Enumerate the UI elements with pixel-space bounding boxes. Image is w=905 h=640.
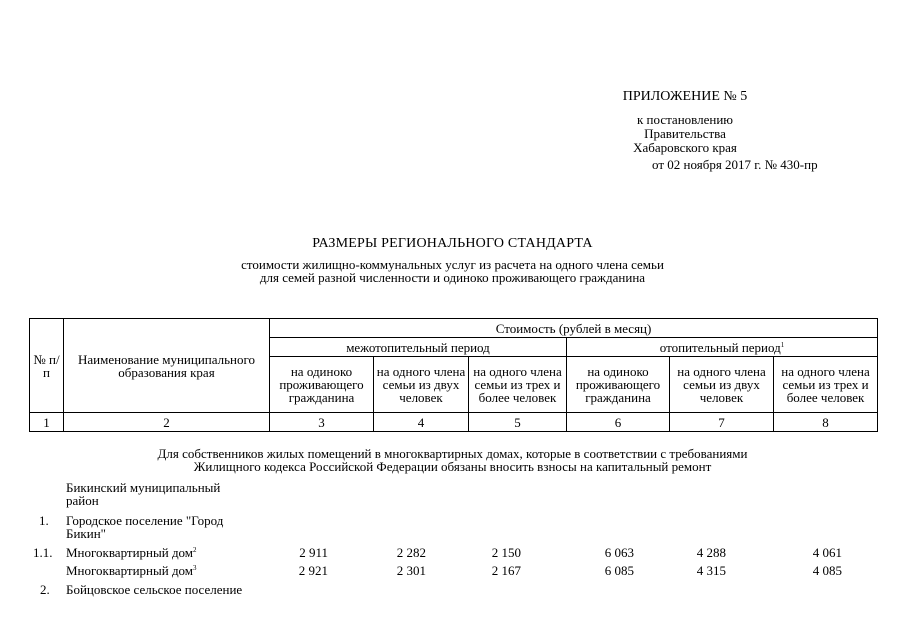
- header-sub-2: на одного члена семьи из двух человек: [374, 357, 469, 413]
- row-name: [66, 546, 197, 559]
- header-heating-period: [567, 338, 878, 357]
- value-cell: 2 282: [396, 545, 426, 560]
- header-off-heating-period: межотопительный период: [270, 338, 567, 357]
- row-name-line-1: Городское поселение "Город: [66, 513, 224, 528]
- row-name-line-2: район: [66, 493, 99, 508]
- column-number: 1: [30, 413, 64, 432]
- value-cell: 4 061: [812, 545, 842, 560]
- annex-title: ПРИЛОЖЕНИЕ № 5: [622, 89, 748, 104]
- document-title: РАЗМЕРЫ РЕГИОНАЛЬНОГО СТАНДАРТА: [312, 236, 593, 251]
- header-sub-6: на одного члена семьи из трех и более человек: [774, 357, 878, 413]
- header-sub-4: на одиноко проживающего гражданина: [567, 357, 670, 413]
- section-note-line-2: Жилищного кодекса Российской Федерации обязаны вносить взносы на капитальный ремонт: [193, 459, 712, 474]
- value-cell: 2 150: [491, 545, 521, 560]
- footnote-marker: 3: [193, 564, 197, 572]
- header-municipality: Наименование муниципального образования края: [64, 319, 270, 413]
- document-subtitle-1: стоимости жилищно-коммунальных услуг из расчета на одного члена семьи: [241, 257, 664, 272]
- header-cost: Стоимость (рублей в месяц): [270, 319, 878, 338]
- heating-period-label: отопительный период: [659, 339, 781, 355]
- row-name-line-2: Бикин": [66, 526, 106, 541]
- row-number: 2.: [40, 582, 50, 597]
- value-cell: 2 921: [298, 563, 328, 578]
- annex-line-2: Правительства: [644, 126, 726, 141]
- row-name-line-1: Бойцовское сельское поселение: [66, 582, 243, 597]
- row-name-line-1: Бикинский муниципальный: [66, 480, 221, 495]
- value-cell: 4 085: [812, 563, 842, 578]
- header-number: № п/п: [30, 319, 64, 413]
- column-number: 7: [670, 413, 774, 432]
- annex-reference: [570, 113, 800, 155]
- annex-date: от 02 ноября 2017 г. № 430-пр: [652, 157, 818, 172]
- row-name-text: Многоквартирный дом: [66, 545, 194, 560]
- row-number: 1.: [39, 513, 49, 528]
- column-number: 8: [774, 413, 878, 432]
- row-number: 1.1.: [33, 545, 53, 560]
- section-note-line-1: Для собственников жилых помещений в многоквартирных домах, которые в соответствии с требованиями: [157, 446, 748, 461]
- value-cell: 2 911: [299, 545, 328, 560]
- value-cell: 4 315: [696, 563, 726, 578]
- value-cell: 2 167: [491, 563, 521, 578]
- header-sub-3: на одного члена семьи из трех и более человек: [469, 357, 567, 413]
- value-cell: 2 301: [396, 563, 426, 578]
- column-number: 6: [567, 413, 670, 432]
- document-subtitle-2: для семей разной численности и одиноко проживающего гражданина: [259, 270, 646, 285]
- annex-line-1: к постановлению: [636, 112, 734, 127]
- header-sub-1: на одиноко проживающего гражданина: [270, 357, 374, 413]
- footnote-marker: 2: [193, 546, 197, 554]
- value-cell: 4 288: [696, 545, 726, 560]
- column-number: 5: [469, 413, 567, 432]
- value-cell: 6 063: [604, 545, 634, 560]
- standards-table: [29, 318, 878, 432]
- value-cell: 6 085: [604, 563, 634, 578]
- footnote-marker: 1: [780, 340, 785, 349]
- header-sub-5: на одного члена семьи из двух человек: [670, 357, 774, 413]
- column-number: 2: [64, 413, 270, 432]
- row-name-text: Многоквартирный дом: [66, 563, 194, 578]
- column-number: 3: [270, 413, 374, 432]
- annex-line-3: Хабаровского края: [633, 140, 737, 155]
- column-number: 4: [374, 413, 469, 432]
- row-name: [66, 564, 197, 577]
